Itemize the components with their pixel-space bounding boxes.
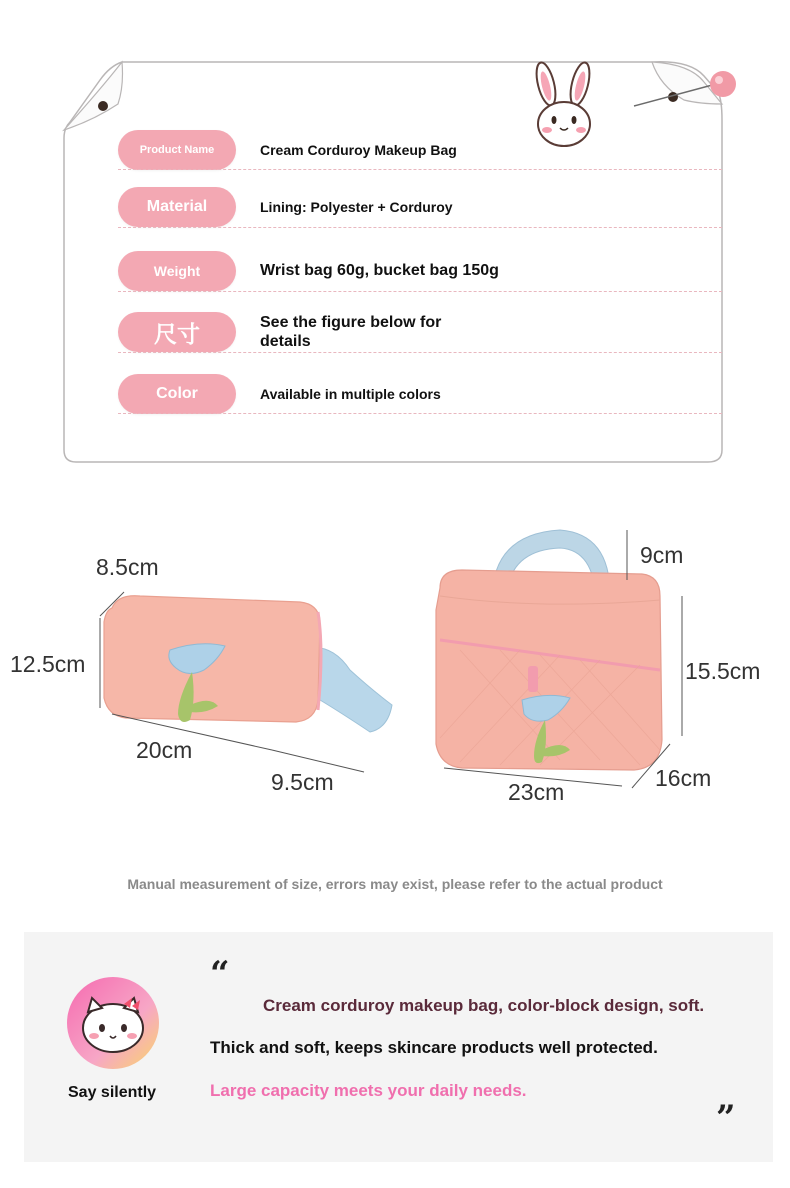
wrist-strap-label: 9.5cm xyxy=(271,769,334,795)
bucket-width-label: 23cm xyxy=(508,779,565,805)
open-quote-mark: “ xyxy=(210,954,230,994)
quote-line-2: Thick and soft, keeps skincare products well protected. xyxy=(210,1038,658,1057)
wrist-depth-label: 8.5cm xyxy=(96,554,159,580)
divider xyxy=(118,413,722,414)
wrist-width-label: 20cm xyxy=(136,737,193,763)
close-quote-mark: ” xyxy=(716,1098,736,1138)
spec-value: Wrist bag 60g, bucket bag 150g xyxy=(260,262,499,279)
spec-row-color xyxy=(118,374,722,418)
quote-line-1: Cream corduroy makeup bag, color-block design, soft. xyxy=(263,996,705,1015)
spec-label: 尺寸 xyxy=(118,312,236,352)
spec-label: Product Name xyxy=(118,130,236,170)
quote-panel xyxy=(24,932,773,1162)
spec-value: Available in multiple colors xyxy=(260,386,441,402)
spec-label: Color xyxy=(118,374,236,414)
divider xyxy=(118,227,722,228)
spec-value: Cream Corduroy Makeup Bag xyxy=(260,142,457,158)
measurement-note: Manual measurement of size, errors may exist, please refer to the actual product xyxy=(127,876,663,892)
spec-label: Material xyxy=(118,187,236,227)
divider xyxy=(118,169,722,170)
spec-label: Weight xyxy=(118,251,236,291)
divider xyxy=(118,352,722,353)
spec-row-size xyxy=(118,312,722,356)
spec-row-product-name xyxy=(118,130,722,174)
avatar-caption: Say silently xyxy=(68,1084,157,1101)
quote-line-3: Large capacity meets your daily needs. xyxy=(210,1081,527,1100)
avatar xyxy=(66,976,160,1070)
spec-row-material xyxy=(118,187,722,231)
spec-value: Lining: Polyester + Corduroy xyxy=(260,199,453,215)
bucket-depth-label: 16cm xyxy=(655,765,712,791)
spec-row-weight xyxy=(118,251,722,295)
wrist-height-label: 12.5cm xyxy=(10,651,86,677)
spec-value: See the figure below for details xyxy=(260,314,442,350)
bucket-handle-label: 9cm xyxy=(640,542,684,568)
divider xyxy=(118,291,722,292)
bucket-height-label: 15.5cm xyxy=(685,658,761,684)
